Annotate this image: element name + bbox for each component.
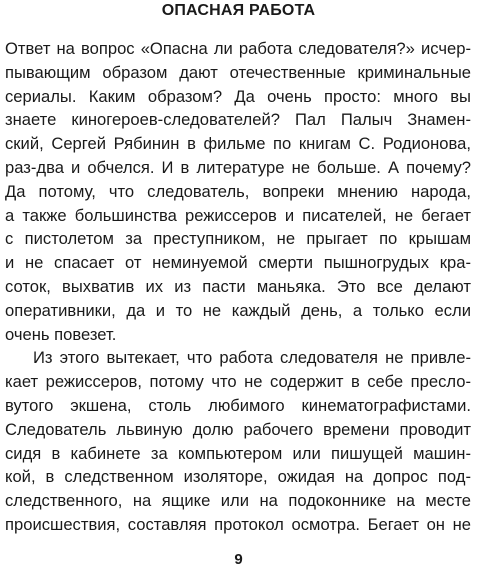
text-line: сидя в кабинете за компьютером или пишущей машин- (5, 443, 471, 463)
text-line: очень повезет. (5, 324, 117, 344)
text-line: Да потому, что следователь, вопреки мнению народа, (5, 181, 471, 201)
text-line: сериалы. Каким образом? Да очень просто: много вы (5, 86, 471, 106)
text-line: Следователь львиную долю рабочего времени проводит (5, 419, 471, 439)
text-line: Из этого вытекает, что работа следователя не привле- (33, 348, 471, 368)
text-line: а также большинства режиссеров и писателей, не бегает (5, 205, 471, 225)
page-number: 9 (234, 551, 243, 568)
text-line: следственного, на ящике или на подоконнике на месте (5, 491, 471, 511)
text-line: происшествия, составляя протокол осмотра. Бегает он не (5, 514, 471, 534)
text-line: и не спасает от неминуемой смерти пышногрудых кра- (5, 253, 471, 273)
text-line: пывающим образом дают отечественные криминальные (5, 62, 471, 82)
text-line: оперативники, да и то не каждый день, а только если (5, 300, 471, 320)
body-text (5, 37, 471, 537)
text-line: знаете киногероев-следователей? Пал Палыч Знамен- (5, 110, 471, 130)
text-line: вутого экшена, столь любимого кинематографистами. (5, 395, 471, 415)
paragraph (5, 37, 471, 346)
paragraph (5, 346, 471, 536)
text-line: раз-два и обчелся. И в литературе не больше. А почему? (5, 157, 471, 177)
text-line: кает режиссеров, потому что не содержит в себе пресло- (5, 372, 471, 392)
running-header: ОПАСНАЯ РАБОТА (161, 2, 316, 19)
text-line: с пистолетом за преступником, не прыгает по крышам (5, 229, 471, 249)
text-line: кой, в следственном изоляторе, ожидая на допрос под- (5, 467, 471, 487)
text-line: ский, Сергей Рябинин в фильме по книгам С. Родионова, (5, 134, 471, 154)
text-line: Ответ на вопрос «Опасна ли работа следователя?» исчер- (5, 39, 471, 58)
text-line: соток, выхватив их из пасти маньяка. Это все делают (5, 276, 471, 296)
